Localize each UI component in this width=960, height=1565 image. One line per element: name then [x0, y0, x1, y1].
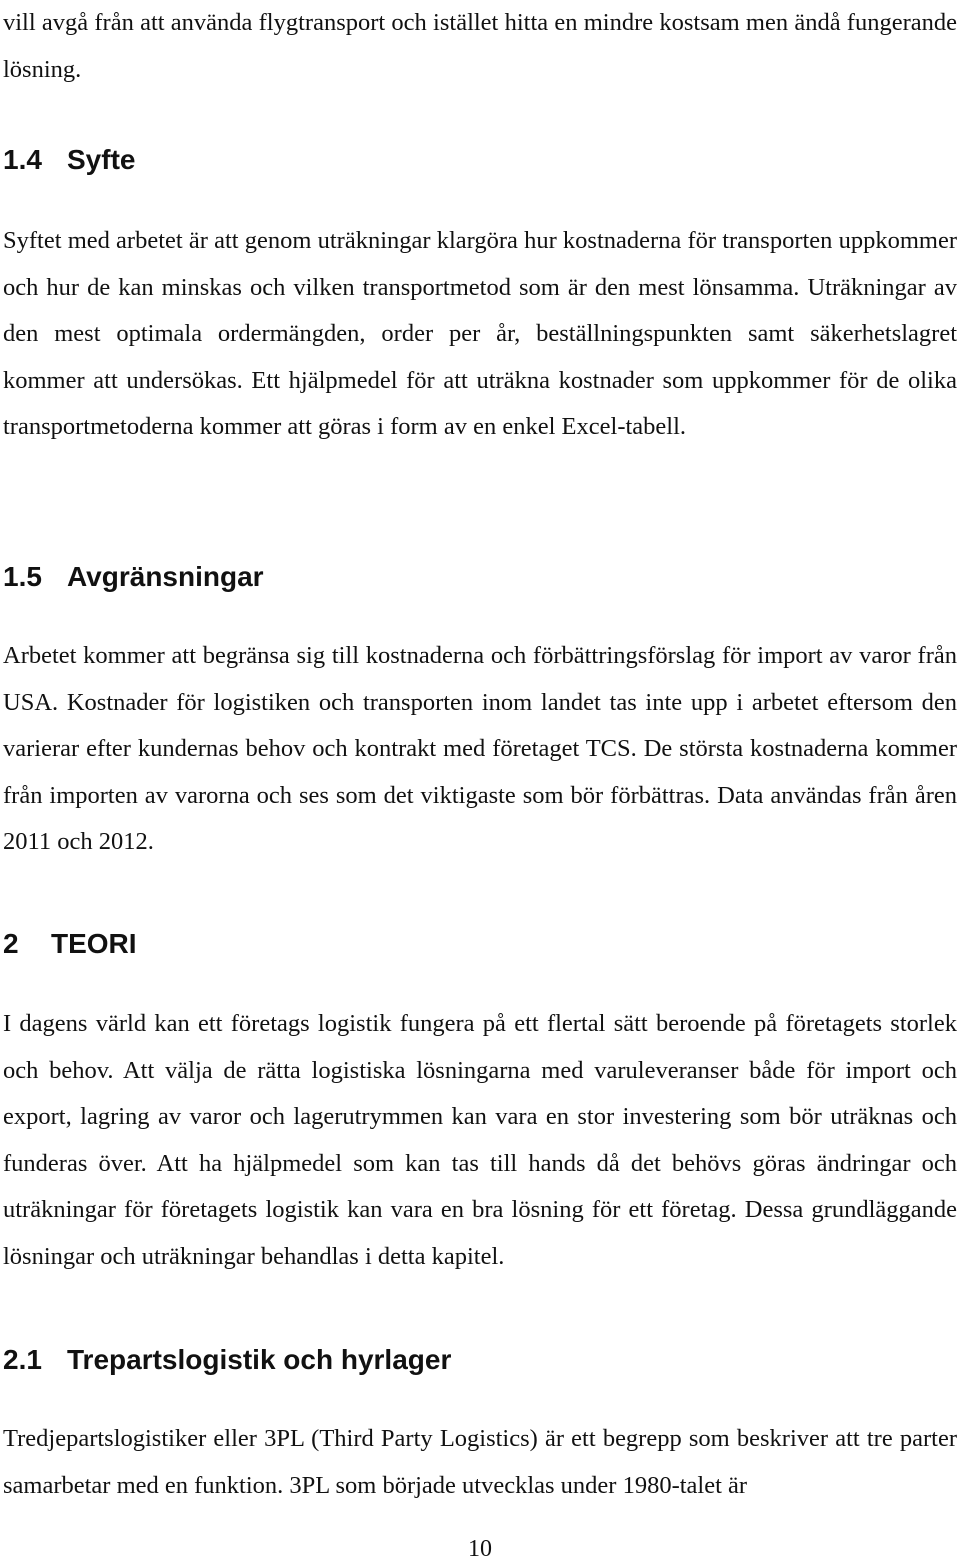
section-heading-avgransningar	[3, 559, 264, 595]
avgransningar-paragraph: Arbetet kommer att begränsa sig till kostnaderna och förbättringsförslag för import av varor från USA. Kostnader för logistiken och transporten inom landet tas inte upp i arbetet eftersom den varierar efter kundernas behov och kontrakt med företaget TCS. De största kostnaderna kommer från importen av varorna och ses som det viktigaste som bör förbättras. Data användas från åren 2011 och 2012.	[3, 642, 957, 855]
section-title: Trepartslogistik och hyrlager	[67, 1344, 452, 1375]
section-number: 2.1	[3, 1344, 42, 1375]
section-number: 2	[3, 928, 19, 959]
page-number: 10	[468, 1536, 492, 1562]
teori-paragraph: I dagens värld kan ett företags logistik fungera på ett flertal sätt beroende på företagets storlek och behov. Att välja de rätta logistiska lösningarna med varuleveranser både för import och export, lagring av varor och lagerutrymmen kan vara en stor investering som bör uträknas och funderas över. Att ha hjälpmedel som kan tas till hands då det behövs göras ändringar och uträkningar för företagets logistik kan vara en bra lösning för ett företag. Dessa grundläggande lösningar och uträkningar behandlas i detta kapitel.	[3, 1010, 957, 1270]
section-title: Avgränsningar	[67, 561, 264, 592]
section-heading-trepartslogistik	[3, 1342, 451, 1378]
trepartslogistik-paragraph: Tredjepartslogistiker eller 3PL (Third Party Logistics) är ett begrepp som beskriver att tre parter samarbetar med en funktion. 3PL som började utvecklas under 1980-talet är	[3, 1425, 957, 1499]
section-number: 1.5	[3, 561, 42, 592]
section-heading-teori	[3, 926, 137, 962]
section-title: Syfte	[67, 144, 136, 175]
section-heading-syfte	[3, 142, 135, 178]
intro-paragraph: vill avgå från att använda flygtransport och istället hitta en mindre kostsam men ändå fungerande lösning.	[3, 9, 957, 83]
section-title: TEORI	[51, 928, 137, 959]
section-number: 1.4	[3, 144, 42, 175]
syfte-paragraph: Syftet med arbetet är att genom uträkningar klargöra hur kostnaderna för transporten uppkommer och hur de kan minskas och vilken transportmetod som är den mest lönsamma. Uträkningar av den mest optimala ordermängden, order per år, beställningspunkten samt säkerhetslagret kommer att undersökas. Ett hjälpmedel för att uträkna kostnader som uppkommer för de olika transportmetoderna kommer att göras i form av en enkel Excel-tabell.	[3, 227, 957, 440]
